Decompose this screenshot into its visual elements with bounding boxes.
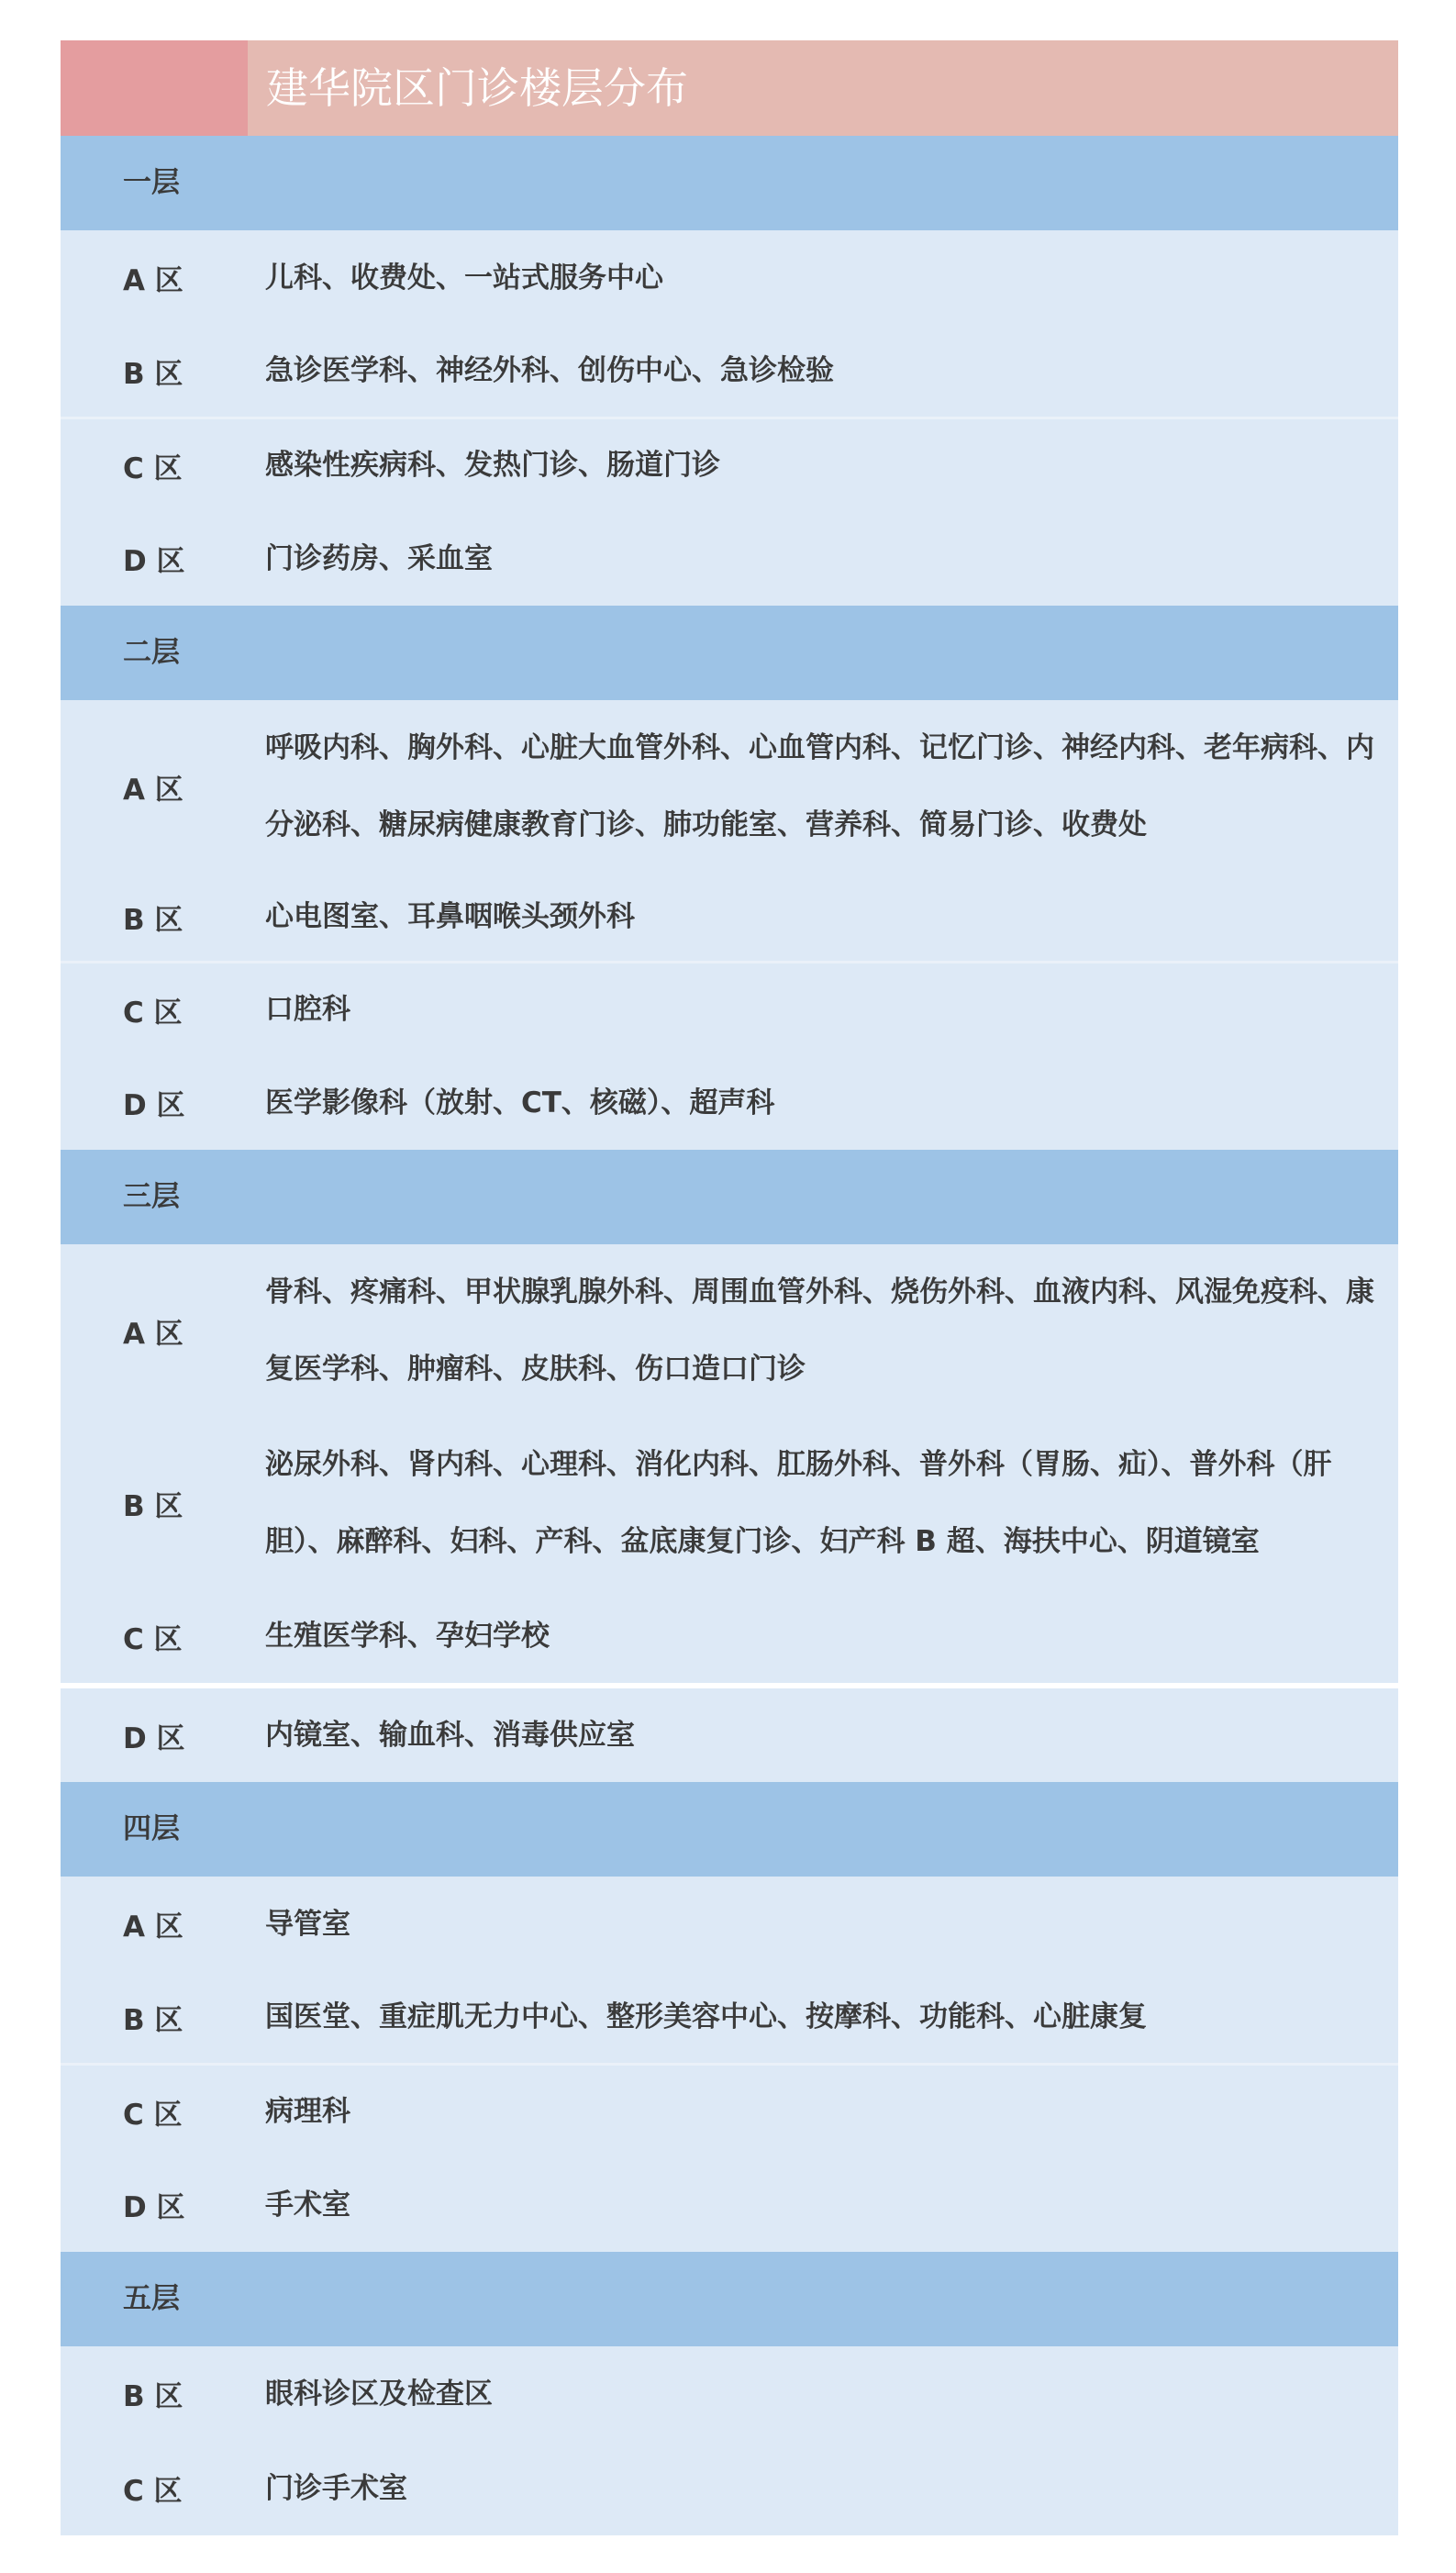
zone-label: D 区 (123, 1721, 185, 1755)
table-row (61, 1688, 1398, 1782)
department-list: 国医堂、重症肌无力中心、整形美容中心、按摩科、功能科、心脏康复 (265, 2000, 1147, 2033)
zone-group (61, 963, 1398, 1150)
table-row (61, 1877, 1398, 1971)
zone-label: D 区 (123, 2191, 185, 2224)
zone-group (61, 419, 1398, 606)
department-list: 门诊药房、采血室 (265, 541, 493, 575)
zone-group (61, 2066, 1398, 2252)
zone-label: C 区 (123, 1622, 183, 1656)
department-list: 呼吸内科、胸外科、心脏大血管外科、心血管内科、记忆门诊、神经内科、老年病科、内分泌科、糖尿病健康教育门诊、肺功能室、营养科、简易门诊、收费处 (265, 731, 1374, 841)
floor-heading-1: 一层 (61, 136, 1398, 230)
department-list: 儿科、收费处、一站式服务中心 (265, 261, 663, 295)
zone-group (61, 1688, 1398, 1782)
department-list: 医学影像科（放射、CT、核磁）、超声科 (265, 1086, 775, 1119)
department-list: 眼科诊区及检查区 (265, 2377, 493, 2411)
table-row (61, 963, 1398, 1055)
department-list: 泌尿外科、肾内科、心理科、消化内科、肛肠外科、普外科（胃肠、疝）、普外科（肝胆）、麻醉科、妇科、产科、盆底康复门诊、妇产科 B 超、海扶中心、阴道镜室 (265, 1448, 1332, 1558)
zone-label: A 区 (123, 264, 183, 297)
floor-heading-4: 四层 (61, 1782, 1398, 1877)
table-row (61, 2066, 1398, 2157)
floor-heading-3: 三层 (61, 1150, 1398, 1244)
table-row (61, 325, 1398, 417)
zone-label: C 区 (123, 996, 183, 1030)
table-row (61, 873, 1398, 961)
table-row (61, 2157, 1398, 2252)
zone-label: B 区 (123, 357, 183, 391)
department-list: 生殖医学科、孕妇学校 (265, 1620, 550, 1653)
table-row (61, 2441, 1398, 2535)
zone-label: B 区 (123, 903, 183, 937)
zone-label: A 区 (123, 1910, 183, 1944)
zone-group (61, 2346, 1398, 2535)
table-row (61, 419, 1398, 511)
page-title: 建华院区门诊楼层分布 (248, 40, 1398, 136)
department-list: 感染性疾病科、发热门诊、肠道门诊 (265, 449, 720, 482)
zone-group (61, 230, 1398, 417)
department-list: 骨科、疼痛科、甲状腺乳腺外科、周围血管外科、烧伤外科、血液内科、风湿免疫科、康复医学科、肿瘤科、皮肤科、伤口造口门诊 (265, 1275, 1374, 1386)
zone-label: C 区 (123, 2098, 183, 2132)
zone-label: B 区 (123, 2003, 183, 2037)
table-row (61, 1589, 1398, 1683)
table-row (61, 700, 1398, 873)
floor-heading-5: 五层 (61, 2252, 1398, 2346)
zone-group (61, 700, 1398, 961)
table-row (61, 1244, 1398, 1417)
department-list: 心电图室、耳鼻咽喉头颈外科 (265, 900, 635, 933)
department-list: 导管室 (265, 1907, 350, 1941)
zone-label: A 区 (123, 1317, 183, 1351)
zone-label: D 区 (123, 545, 185, 578)
floor-heading-2: 二层 (61, 606, 1398, 700)
department-list: 门诊手术室 (265, 2471, 407, 2505)
header-accent-block (61, 40, 248, 136)
floor-directory-table (61, 40, 1398, 2535)
zone-label: C 区 (123, 2475, 183, 2508)
zone-label: B 区 (123, 1489, 183, 1523)
zone-group (61, 1244, 1398, 1683)
department-list: 病理科 (265, 2095, 350, 2128)
table-row (61, 1417, 1398, 1589)
table-row (61, 2346, 1398, 2441)
table-row (61, 1971, 1398, 2063)
zone-label: A 区 (123, 773, 183, 807)
table-row (61, 511, 1398, 606)
zone-label: B 区 (123, 2380, 183, 2413)
department-list: 手术室 (265, 2188, 350, 2222)
department-list: 急诊医学科、神经外科、创伤中心、急诊检验 (265, 354, 834, 387)
table-row (61, 1055, 1398, 1150)
table-row (61, 230, 1398, 325)
zone-label: D 区 (123, 1089, 185, 1122)
department-list: 内镜室、输血科、消毒供应室 (265, 1719, 635, 1752)
table-header (61, 40, 1398, 136)
zone-label: C 区 (123, 451, 183, 485)
zone-group (61, 1877, 1398, 2063)
department-list: 口腔科 (265, 993, 350, 1026)
